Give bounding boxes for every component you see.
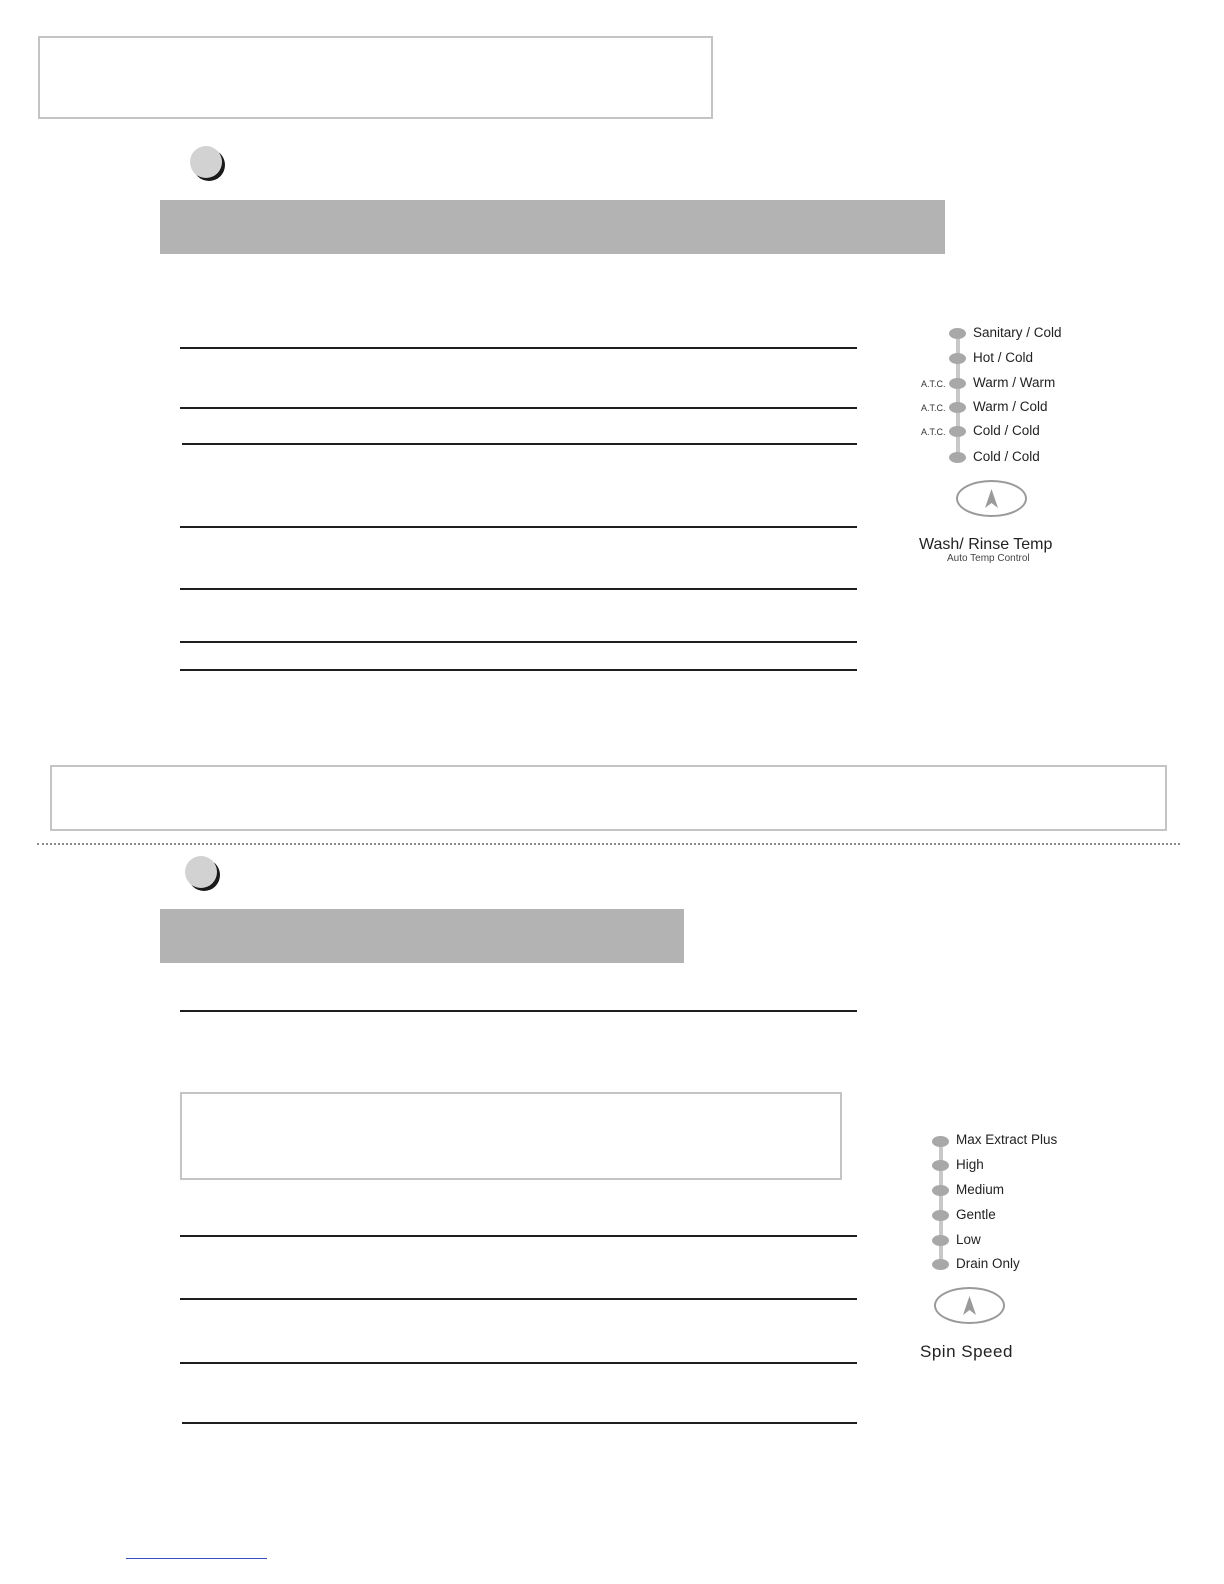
indicator-light <box>932 1210 949 1221</box>
temp-option-label[interactable]: Warm / Cold <box>973 399 1048 414</box>
temp-option-label[interactable]: Warm / Warm <box>973 375 1056 390</box>
section-separator <box>37 843 1180 845</box>
indicator-light <box>949 378 966 389</box>
indicator-light <box>949 328 966 339</box>
divider-rule <box>180 588 857 590</box>
arrow-up-icon <box>958 482 1025 515</box>
divider-rule <box>182 443 857 445</box>
divider-rule <box>180 407 857 409</box>
middle-note-box <box>50 765 1167 831</box>
divider-rule <box>180 669 857 671</box>
section-1-marker <box>190 146 222 178</box>
divider-rule <box>180 1362 857 1364</box>
spin-option-label[interactable]: High <box>956 1157 984 1172</box>
indicator-light <box>932 1136 949 1147</box>
divider-rule <box>180 1298 857 1300</box>
indicator-light <box>932 1185 949 1196</box>
divider-rule <box>180 641 857 643</box>
atc-label: A.T.C. <box>921 379 946 389</box>
indicator-light <box>932 1160 949 1171</box>
spin-option-label[interactable]: Drain Only <box>956 1256 1020 1271</box>
spin-speed-title: Spin Speed <box>920 1342 1013 1361</box>
indicator-light <box>949 402 966 413</box>
indicator-light <box>932 1259 949 1270</box>
spin-option-label[interactable]: Gentle <box>956 1207 996 1222</box>
temp-option-label[interactable]: Hot / Cold <box>973 350 1034 365</box>
section-1-header-band <box>160 200 945 254</box>
section-2-header-band <box>160 909 684 963</box>
atc-label: A.T.C. <box>921 403 946 413</box>
spin-option-label[interactable]: Max Extract Plus <box>956 1132 1058 1147</box>
spin-option-label[interactable]: Low <box>956 1232 981 1247</box>
temp-option-label[interactable]: Cold / Cold <box>973 449 1040 464</box>
atc-label: A.T.C. <box>921 427 946 437</box>
indicator-light <box>949 426 966 437</box>
indicator-light <box>949 452 966 463</box>
indicator-light <box>949 353 966 364</box>
footer-link-underline[interactable] <box>126 1558 267 1559</box>
temp-option-label[interactable]: Cold / Cold <box>973 423 1040 438</box>
wash-rinse-temp-title: Wash/ Rinse Temp <box>919 536 1053 553</box>
divider-rule <box>182 1422 857 1424</box>
temp-option-label[interactable]: Sanitary / Cold <box>973 325 1062 340</box>
wash-rinse-temp-subtitle: Auto Temp Control <box>947 553 1030 564</box>
divider-rule <box>180 347 857 349</box>
top-note-box <box>38 36 713 119</box>
indicator-light <box>932 1235 949 1246</box>
divider-rule <box>180 1235 857 1237</box>
inner-note-box <box>180 1092 842 1180</box>
section-2-marker <box>185 856 217 888</box>
wash-rinse-temp-button[interactable] <box>956 480 1027 517</box>
divider-rule <box>180 1010 857 1012</box>
spin-speed-button[interactable] <box>934 1287 1005 1324</box>
spin-option-label[interactable]: Medium <box>956 1182 1005 1197</box>
arrow-up-icon <box>936 1289 1003 1322</box>
divider-rule <box>180 526 857 528</box>
